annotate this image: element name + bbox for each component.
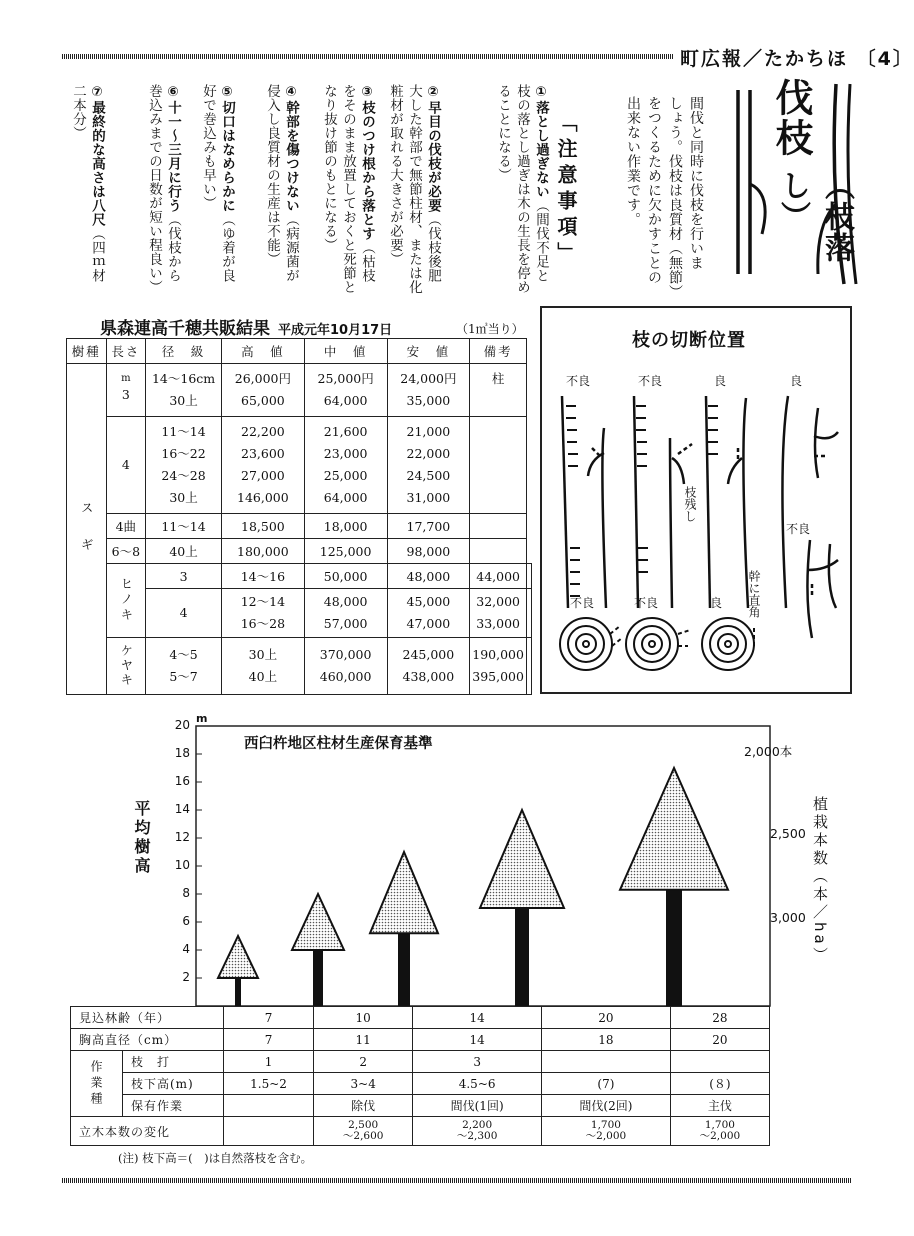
right-tick: 3,000 — [770, 910, 806, 925]
cell-value: 7 — [224, 1029, 314, 1051]
cell-value: 23,000 — [323, 446, 368, 461]
cell-value: 21,600 — [323, 424, 368, 439]
row-label: 立木本数の変化 — [71, 1117, 224, 1146]
tree-crown-bar — [480, 810, 564, 908]
cell-value: 間伐(2回) — [542, 1095, 671, 1117]
cell-value: 2,500 ～2,600 — [314, 1117, 413, 1146]
size-cell: 30上 40上 — [222, 638, 305, 695]
col-header: 樹種 — [67, 339, 107, 364]
cell-value: 23,600 — [241, 446, 285, 461]
diagram-title: 枝の切断位置 — [632, 330, 746, 351]
y-axis-unit: m — [196, 712, 208, 725]
table-row — [71, 1095, 770, 1117]
y-tick-label: 8 — [182, 886, 190, 900]
caution-head: ⑥十一～三月に行う — [165, 84, 181, 213]
newsletter-title: 町広報／たかちほ — [680, 48, 849, 70]
cell-value: 14 — [413, 1029, 542, 1051]
col-header: 備考 — [470, 339, 527, 364]
row-label: 胸高直径（cm） — [71, 1029, 224, 1051]
col-header: 径 級 — [146, 339, 222, 364]
caution-body: （間伐不足と枝の落とし過ぎは木の生長を停めることになる） — [495, 84, 549, 294]
chart-title: 西臼杵地区柱材生産保育基準 — [244, 736, 433, 752]
table-row — [71, 1029, 770, 1051]
right-axis-label: 植栽本数（本／ha） — [811, 796, 829, 965]
label-bad: 不良 — [634, 596, 659, 610]
cell-value: 7 — [224, 1007, 314, 1029]
caution-head: ①落とし過ぎない — [533, 84, 549, 199]
cell-value: 47,000 — [406, 616, 451, 631]
y-tick-label: 12 — [174, 830, 190, 844]
cell-value: 28 — [670, 1007, 769, 1029]
col-header: 中 値 — [304, 339, 387, 364]
cell-value: 30上 — [169, 490, 198, 505]
y-tick-label: 4 — [182, 942, 190, 956]
species-cell: ヒノキ — [106, 564, 146, 638]
tree-crown-bar — [292, 894, 344, 950]
low-cell: 44,000 — [470, 564, 527, 589]
cell-value: 11～14 — [161, 424, 206, 439]
cell-value: 31,000 — [406, 490, 451, 505]
label-good: 良 — [714, 374, 727, 388]
species-cell: ケヤキ — [106, 638, 146, 695]
label-good: 良 — [790, 374, 803, 388]
cell-value: 4.5~6 — [413, 1073, 542, 1095]
cell-value: 10 — [314, 1007, 413, 1029]
footnote: (注) 枝下高＝( )は自然落枝を含む。 — [118, 1151, 313, 1165]
species-cell: ス ギ — [67, 364, 107, 695]
mid-cell: 125,000 — [304, 539, 387, 564]
page-number: 〔4〕 — [856, 48, 914, 70]
y-tick-label: 16 — [174, 774, 190, 788]
caution-head: ⑤切口はなめらかに — [219, 84, 235, 213]
tree-trunk-bar — [313, 950, 323, 1006]
cell-value: 48,000 — [323, 594, 368, 609]
growth-table — [70, 1006, 770, 1146]
row-label: 枝下高(m) — [123, 1073, 224, 1095]
label-bad: 不良 — [638, 374, 663, 388]
intro-line: しょう。伐枝は良質材（無節） — [667, 96, 683, 299]
row-group-label: 作業種 — [71, 1051, 123, 1117]
price-table-unit: （1㎥当り） — [456, 322, 524, 336]
cell-value: 24,000円 — [400, 371, 457, 386]
caution-body: （四ｍ材二本分） — [70, 84, 105, 283]
cell-value — [670, 1051, 769, 1073]
right-tick: 2,000本 — [744, 744, 793, 759]
caution-body: （病源菌が侵入し良質材の生産は不能） — [264, 84, 299, 283]
cell-value: 18 — [542, 1029, 671, 1051]
high-cell: 18,500 — [222, 514, 305, 539]
length-cell: 3 — [146, 564, 222, 589]
cell-value: 146,000 — [237, 490, 289, 505]
size-cell: 40上 — [146, 539, 222, 564]
label-perpendicular: 幹に直角 — [747, 570, 761, 618]
col-header: 安 値 — [387, 339, 470, 364]
row-label: 見込林齢（年） — [71, 1007, 224, 1029]
cell-value: 65,000 — [241, 393, 285, 408]
label-bad: 不良 — [566, 374, 591, 388]
caution-head: ③枝のつけ根から落とす — [359, 84, 375, 241]
cell-value: 35,000 — [406, 393, 451, 408]
right-tick: 2,500 — [770, 826, 806, 841]
cell-value — [224, 1117, 314, 1146]
cell-value: 1,700 ～2,000 — [670, 1117, 769, 1146]
cell-value: 3~4 — [314, 1073, 413, 1095]
note-cell: 柱 — [470, 364, 527, 417]
high-cell: 180,000 — [222, 539, 305, 564]
table-row — [71, 1051, 770, 1073]
y-tick-label: 18 — [174, 746, 190, 760]
length-value: 3 — [121, 387, 130, 402]
cell-value: 20 — [670, 1029, 769, 1051]
row-label: 枝 打 — [123, 1051, 224, 1073]
price-table-name: 県森連高千穂共販結果 — [100, 319, 270, 339]
label-good: 良 — [710, 596, 723, 610]
cell-value: 3 — [413, 1051, 542, 1073]
cell-value: 間伐(1回) — [413, 1095, 542, 1117]
y-tick-label: 10 — [174, 858, 190, 872]
cell-value: 32,000 — [476, 594, 520, 609]
footer-rule — [62, 1178, 852, 1183]
tree-trunk-bar — [235, 978, 241, 1006]
caution-head: ②早目の伐枝が必要 — [425, 84, 441, 213]
caution-body: （枯枝をそのまま放置しておくと死節となり抜け節のもとになる） — [321, 84, 375, 294]
cell-value: 33,000 — [476, 616, 520, 631]
cell-value: 1.5~2 — [224, 1073, 314, 1095]
cell-value: 22,200 — [241, 424, 285, 439]
tree-trunk-bar — [398, 933, 410, 1006]
y-axis-label: 平均樹高 — [132, 800, 151, 876]
cell-value: 64,000 — [323, 490, 368, 505]
cell-value: 27,000 — [241, 468, 285, 483]
tree-trunk-bar — [515, 908, 529, 1006]
label-bad: 不良 — [786, 522, 811, 536]
cell-value: 2,200 ～2,300 — [413, 1117, 542, 1146]
mid-cell: 18,000 — [304, 514, 387, 539]
table-row — [71, 1117, 770, 1146]
cell-value: 主伐 — [670, 1095, 769, 1117]
cell-value: 14～16cm — [151, 371, 216, 386]
mid-cell: 245,000 438,000 — [387, 638, 470, 695]
cell-value: (８) — [670, 1073, 769, 1095]
mid-cell: 48,000 — [387, 564, 470, 589]
length-cell: 4 — [146, 589, 222, 638]
low-cell: 190,000 395,000 — [470, 638, 527, 695]
col-header: 長さ — [106, 339, 146, 364]
row-label: 保有作業 — [123, 1095, 224, 1117]
high-cell: 370,000 460,000 — [304, 638, 387, 695]
cell-value: 除伐 — [314, 1095, 413, 1117]
cell-value: 24,500 — [406, 468, 451, 483]
label-bad: 不良 — [570, 596, 595, 610]
y-tick-label: 14 — [174, 802, 190, 816]
cell-value: 24～28 — [161, 468, 206, 483]
length-cell: 4 — [106, 417, 146, 514]
low-cell: 98,000 — [387, 539, 470, 564]
size-cell: 11～14 — [146, 514, 222, 539]
cell-value: 2 — [314, 1051, 413, 1073]
tree-crown-bar — [620, 768, 728, 890]
cell-value: 1 — [224, 1051, 314, 1073]
cell-value: 57,000 — [323, 616, 368, 631]
article-title: 伐枝 — [769, 78, 813, 158]
article-subtitle: （枝落し） — [775, 170, 854, 263]
tree-crown-bar — [218, 936, 258, 978]
cell-value: 11 — [314, 1029, 413, 1051]
length-cell: 4曲 — [106, 514, 146, 539]
cell-value: 21,000 — [406, 424, 451, 439]
intro-line: 出来ない作業です。 — [625, 96, 641, 227]
cell-value: (7) — [542, 1073, 671, 1095]
cell-value — [542, 1051, 671, 1073]
label-stub: 枝残し — [683, 486, 697, 522]
tree-trunk-bar — [666, 890, 682, 1006]
table-row — [71, 1073, 770, 1095]
cell-value: 1,700 ～2,000 — [542, 1117, 671, 1146]
caution-body: （伐枝から巻込みまでの日数が短い程良い） — [146, 84, 181, 294]
caution-head: ④幹部を傷つけない — [283, 84, 299, 213]
cell-value: 22,000 — [406, 446, 451, 461]
cell-value: 30上 — [169, 393, 198, 408]
cell-value: 12～14 — [240, 594, 286, 609]
caution-head: ⑦最終的な高さは八尺 — [89, 84, 105, 227]
intro-line: 間伐と同時に伐枝を行いま — [688, 96, 704, 270]
cell-value: 64,000 — [323, 393, 368, 408]
caution-body: （伐枝後肥大した幹部で無節柱材、または化粧材が取れる大きさが必要） — [387, 84, 441, 294]
intro-line: をつくるために欠かすことの — [646, 96, 662, 285]
length-cell: 6～8 — [106, 539, 146, 564]
y-tick-label: 6 — [182, 914, 190, 928]
cell-value: 26,000円 — [234, 371, 291, 386]
cell-value: 25,000 — [323, 468, 368, 483]
cell-value: 20 — [542, 1007, 671, 1029]
col-header: 高 値 — [222, 339, 305, 364]
size-cell: 14～16 — [222, 564, 305, 589]
cell-value — [224, 1095, 314, 1117]
y-tick-label: 20 — [174, 718, 190, 732]
tree-crown-bar — [370, 852, 438, 933]
low-cell: 17,700 — [387, 514, 470, 539]
cell-value: 16～28 — [240, 616, 286, 631]
cell-value: 16～22 — [161, 446, 206, 461]
cell-value: 25,000円 — [317, 371, 374, 386]
price-table-date: 平成元年10月17日 — [278, 323, 393, 338]
length-cell: 4～5 5～7 — [146, 638, 222, 695]
y-tick-label: 2 — [182, 970, 190, 984]
cell-value: 45,000 — [406, 594, 451, 609]
caution-heading: 「注意事項」 — [554, 112, 578, 268]
caution-body: （ゆ着が良好で巻込みも早い） — [200, 84, 235, 283]
cell-value: 14 — [413, 1007, 542, 1029]
high-cell: 50,000 — [304, 564, 387, 589]
table-row — [71, 1007, 770, 1029]
length-unit: m — [121, 373, 131, 384]
